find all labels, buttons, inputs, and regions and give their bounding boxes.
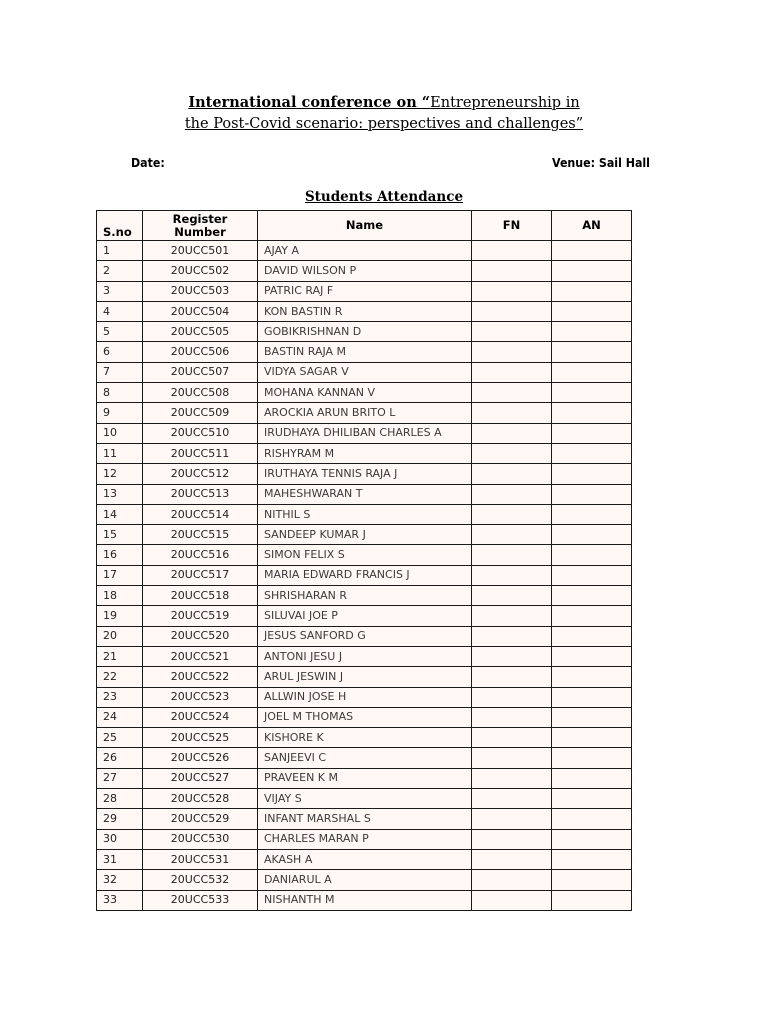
row-sno: 6 bbox=[97, 342, 143, 362]
row-register-number: 20UCC513 bbox=[143, 484, 258, 504]
row-sno: 12 bbox=[97, 464, 143, 484]
table-row bbox=[97, 241, 632, 261]
row-register-number: 20UCC531 bbox=[143, 849, 258, 869]
row-register-number: 20UCC516 bbox=[143, 545, 258, 565]
row-an-attendance[interactable] bbox=[552, 545, 632, 565]
attendance-table bbox=[96, 210, 632, 911]
row-an-attendance[interactable] bbox=[552, 849, 632, 869]
table-row bbox=[97, 809, 632, 829]
row-an-attendance[interactable] bbox=[552, 423, 632, 443]
table-row bbox=[97, 423, 632, 443]
table-row bbox=[97, 667, 632, 687]
row-fn-attendance[interactable] bbox=[472, 443, 552, 463]
row-fn-attendance[interactable] bbox=[472, 241, 552, 261]
row-fn-attendance[interactable] bbox=[472, 849, 552, 869]
row-register-number: 20UCC505 bbox=[143, 322, 258, 342]
table-row bbox=[97, 626, 632, 646]
row-student-name: PRAVEEN K M bbox=[258, 768, 472, 788]
table-row bbox=[97, 362, 632, 382]
row-register-number: 20UCC515 bbox=[143, 525, 258, 545]
row-register-number: 20UCC510 bbox=[143, 423, 258, 443]
row-sno: 11 bbox=[97, 443, 143, 463]
table-row bbox=[97, 707, 632, 727]
row-sno: 7 bbox=[97, 362, 143, 382]
table-row bbox=[97, 890, 632, 910]
row-register-number: 20UCC520 bbox=[143, 626, 258, 646]
row-sno: 26 bbox=[97, 748, 143, 768]
row-an-attendance[interactable] bbox=[552, 829, 632, 849]
row-fn-attendance[interactable] bbox=[472, 606, 552, 626]
row-student-name: DAVID WILSON P bbox=[258, 261, 472, 281]
row-register-number: 20UCC529 bbox=[143, 809, 258, 829]
row-student-name: PATRIC RAJ F bbox=[258, 281, 472, 301]
row-an-attendance[interactable] bbox=[552, 586, 632, 606]
row-sno: 21 bbox=[97, 646, 143, 666]
row-sno: 32 bbox=[97, 870, 143, 890]
column-header-register-number bbox=[143, 211, 258, 241]
row-sno: 19 bbox=[97, 606, 143, 626]
row-student-name: ANTONI JESU J bbox=[258, 646, 472, 666]
row-register-number: 20UCC501 bbox=[143, 241, 258, 261]
row-sno: 5 bbox=[97, 322, 143, 342]
table-row bbox=[97, 403, 632, 423]
row-student-name: KON BASTIN R bbox=[258, 301, 472, 321]
row-fn-attendance[interactable] bbox=[472, 626, 552, 646]
row-fn-attendance[interactable] bbox=[472, 890, 552, 910]
row-an-attendance[interactable] bbox=[552, 606, 632, 626]
row-an-attendance[interactable] bbox=[552, 748, 632, 768]
row-student-name: SHRISHARAN R bbox=[258, 586, 472, 606]
row-sno: 27 bbox=[97, 768, 143, 788]
column-header-name: Name bbox=[258, 211, 472, 241]
table-row bbox=[97, 464, 632, 484]
row-fn-attendance[interactable] bbox=[472, 829, 552, 849]
row-student-name: CHARLES MARAN P bbox=[258, 829, 472, 849]
row-student-name: INFANT MARSHAL S bbox=[258, 809, 472, 829]
row-sno: 2 bbox=[97, 261, 143, 281]
row-student-name: DANIARUL A bbox=[258, 870, 472, 890]
row-sno: 30 bbox=[97, 829, 143, 849]
row-an-attendance[interactable] bbox=[552, 728, 632, 748]
row-register-number: 20UCC509 bbox=[143, 403, 258, 423]
row-student-name: RISHYRAM M bbox=[258, 443, 472, 463]
table-row bbox=[97, 768, 632, 788]
row-fn-attendance[interactable] bbox=[472, 383, 552, 403]
row-register-number: 20UCC524 bbox=[143, 707, 258, 727]
row-sno: 28 bbox=[97, 789, 143, 809]
row-an-attendance[interactable] bbox=[552, 301, 632, 321]
row-sno: 1 bbox=[97, 241, 143, 261]
row-fn-attendance[interactable] bbox=[472, 504, 552, 524]
row-register-number: 20UCC517 bbox=[143, 565, 258, 585]
row-sno: 9 bbox=[97, 403, 143, 423]
row-fn-attendance[interactable] bbox=[472, 362, 552, 382]
row-student-name: ARUL JESWIN J bbox=[258, 667, 472, 687]
row-sno: 3 bbox=[97, 281, 143, 301]
row-register-number: 20UCC532 bbox=[143, 870, 258, 890]
row-sno: 18 bbox=[97, 586, 143, 606]
row-register-number: 20UCC521 bbox=[143, 646, 258, 666]
table-row bbox=[97, 789, 632, 809]
table-row bbox=[97, 606, 632, 626]
title-line-2: the Post-Covid scenario: perspectives and challenges” bbox=[184, 116, 584, 132]
row-an-attendance[interactable] bbox=[552, 383, 632, 403]
row-student-name: KISHORE K bbox=[258, 728, 472, 748]
table-row bbox=[97, 687, 632, 707]
row-register-number: 20UCC503 bbox=[143, 281, 258, 301]
row-an-attendance[interactable] bbox=[552, 565, 632, 585]
row-sno: 10 bbox=[97, 423, 143, 443]
row-student-name: ALLWIN JOSE H bbox=[258, 687, 472, 707]
row-an-attendance[interactable] bbox=[552, 626, 632, 646]
row-an-attendance[interactable] bbox=[552, 504, 632, 524]
table-row bbox=[97, 849, 632, 869]
row-student-name: MAHESHWARAN T bbox=[258, 484, 472, 504]
row-an-attendance[interactable] bbox=[552, 241, 632, 261]
row-fn-attendance[interactable] bbox=[472, 464, 552, 484]
column-header-sno: S.no bbox=[97, 211, 143, 241]
row-fn-attendance[interactable] bbox=[472, 768, 552, 788]
row-sno: 25 bbox=[97, 728, 143, 748]
section-subtitle bbox=[0, 189, 768, 205]
row-sno: 22 bbox=[97, 667, 143, 687]
row-student-name: NITHIL S bbox=[258, 504, 472, 524]
table-row bbox=[97, 261, 632, 281]
row-sno: 13 bbox=[97, 484, 143, 504]
date-label: Date: bbox=[131, 156, 165, 170]
row-fn-attendance[interactable] bbox=[472, 525, 552, 545]
row-fn-attendance[interactable] bbox=[472, 403, 552, 423]
row-sno: 33 bbox=[97, 890, 143, 910]
table-row bbox=[97, 728, 632, 748]
row-student-name: SANJEEVI C bbox=[258, 748, 472, 768]
row-an-attendance[interactable] bbox=[552, 768, 632, 788]
row-an-attendance[interactable] bbox=[552, 403, 632, 423]
table-row bbox=[97, 525, 632, 545]
row-student-name: JOEL M THOMAS bbox=[258, 707, 472, 727]
row-sno: 8 bbox=[97, 383, 143, 403]
table-row bbox=[97, 829, 632, 849]
row-an-attendance[interactable] bbox=[552, 646, 632, 666]
row-fn-attendance[interactable] bbox=[472, 322, 552, 342]
row-register-number: 20UCC514 bbox=[143, 504, 258, 524]
row-sno: 24 bbox=[97, 707, 143, 727]
row-register-number: 20UCC508 bbox=[143, 383, 258, 403]
row-register-number: 20UCC512 bbox=[143, 464, 258, 484]
row-student-name: VIJAY S bbox=[258, 789, 472, 809]
table-row bbox=[97, 322, 632, 342]
row-register-number: 20UCC533 bbox=[143, 890, 258, 910]
row-sno: 29 bbox=[97, 809, 143, 829]
row-fn-attendance[interactable] bbox=[472, 687, 552, 707]
table-row bbox=[97, 443, 632, 463]
row-student-name: SANDEEP KUMAR J bbox=[258, 525, 472, 545]
row-register-number: 20UCC527 bbox=[143, 768, 258, 788]
row-an-attendance[interactable] bbox=[552, 464, 632, 484]
row-register-number: 20UCC522 bbox=[143, 667, 258, 687]
table-row bbox=[97, 870, 632, 890]
row-sno: 14 bbox=[97, 504, 143, 524]
title-line-1 bbox=[0, 92, 768, 114]
row-fn-attendance[interactable] bbox=[472, 423, 552, 443]
row-student-name: AKASH A bbox=[258, 849, 472, 869]
row-register-number: 20UCC526 bbox=[143, 748, 258, 768]
row-an-attendance[interactable] bbox=[552, 261, 632, 281]
column-header-fn: FN bbox=[472, 211, 552, 241]
row-fn-attendance[interactable] bbox=[472, 748, 552, 768]
row-student-name: BASTIN RAJA M bbox=[258, 342, 472, 362]
table-row bbox=[97, 748, 632, 768]
row-student-name: MOHANA KANNAN V bbox=[258, 383, 472, 403]
row-an-attendance[interactable] bbox=[552, 809, 632, 829]
title-rest-line-1: Entrepreneurship in bbox=[430, 95, 580, 111]
table-row bbox=[97, 545, 632, 565]
row-register-number: 20UCC511 bbox=[143, 443, 258, 463]
row-fn-attendance[interactable] bbox=[472, 281, 552, 301]
row-sno: 4 bbox=[97, 301, 143, 321]
subtitle-text: Students Attendance bbox=[304, 189, 464, 205]
row-fn-attendance[interactable] bbox=[472, 301, 552, 321]
row-fn-attendance[interactable] bbox=[472, 789, 552, 809]
row-an-attendance[interactable] bbox=[552, 362, 632, 382]
row-an-attendance[interactable] bbox=[552, 707, 632, 727]
table-row bbox=[97, 281, 632, 301]
row-register-number: 20UCC523 bbox=[143, 687, 258, 707]
row-student-name: NISHANTH M bbox=[258, 890, 472, 910]
row-register-number: 20UCC518 bbox=[143, 586, 258, 606]
table-row bbox=[97, 565, 632, 585]
row-sno: 15 bbox=[97, 525, 143, 545]
table-row bbox=[97, 586, 632, 606]
row-student-name: MARIA EDWARD FRANCIS J bbox=[258, 565, 472, 585]
row-an-attendance[interactable] bbox=[552, 342, 632, 362]
row-student-name: AJAY A bbox=[258, 241, 472, 261]
row-fn-attendance[interactable] bbox=[472, 707, 552, 727]
row-sno: 17 bbox=[97, 565, 143, 585]
row-register-number: 20UCC519 bbox=[143, 606, 258, 626]
row-student-name: SILUVAI JOE P bbox=[258, 606, 472, 626]
row-fn-attendance[interactable] bbox=[472, 342, 552, 362]
row-an-attendance[interactable] bbox=[552, 687, 632, 707]
table-row bbox=[97, 342, 632, 362]
row-fn-attendance[interactable] bbox=[472, 586, 552, 606]
venue-label: Venue: Sail Hall bbox=[552, 156, 650, 170]
row-an-attendance[interactable] bbox=[552, 484, 632, 504]
row-sno: 23 bbox=[97, 687, 143, 707]
row-an-attendance[interactable] bbox=[552, 281, 632, 301]
row-an-attendance[interactable] bbox=[552, 322, 632, 342]
row-sno: 31 bbox=[97, 849, 143, 869]
row-register-number: 20UCC502 bbox=[143, 261, 258, 281]
row-student-name: IRUTHAYA TENNIS RAJA J bbox=[258, 464, 472, 484]
row-an-attendance[interactable] bbox=[552, 525, 632, 545]
row-fn-attendance[interactable] bbox=[472, 484, 552, 504]
row-sno: 20 bbox=[97, 626, 143, 646]
row-register-number: 20UCC528 bbox=[143, 789, 258, 809]
row-fn-attendance[interactable] bbox=[472, 646, 552, 666]
row-sno: 16 bbox=[97, 545, 143, 565]
row-student-name: SIMON FELIX S bbox=[258, 545, 472, 565]
document-title bbox=[0, 92, 768, 135]
row-fn-attendance[interactable] bbox=[472, 809, 552, 829]
row-an-attendance[interactable] bbox=[552, 667, 632, 687]
row-fn-attendance[interactable] bbox=[472, 667, 552, 687]
table-row bbox=[97, 646, 632, 666]
row-an-attendance[interactable] bbox=[552, 870, 632, 890]
row-an-attendance[interactable] bbox=[552, 443, 632, 463]
row-student-name: JESUS SANFORD G bbox=[258, 626, 472, 646]
table-header-row bbox=[97, 211, 632, 241]
row-fn-attendance[interactable] bbox=[472, 261, 552, 281]
row-student-name: IRUDHAYA DHILIBAN CHARLES A bbox=[258, 423, 472, 443]
row-fn-attendance[interactable] bbox=[472, 565, 552, 585]
row-student-name: VIDYA SAGAR V bbox=[258, 362, 472, 382]
table-row bbox=[97, 504, 632, 524]
row-register-number: 20UCC530 bbox=[143, 829, 258, 849]
row-fn-attendance[interactable] bbox=[472, 870, 552, 890]
title-bold-part: International conference on “ bbox=[188, 94, 431, 111]
register-header-line-1: Register bbox=[172, 211, 228, 226]
row-fn-attendance[interactable] bbox=[472, 545, 552, 565]
row-register-number: 20UCC504 bbox=[143, 301, 258, 321]
row-an-attendance[interactable] bbox=[552, 890, 632, 910]
row-fn-attendance[interactable] bbox=[472, 728, 552, 748]
row-student-name: AROCKIA ARUN BRITO L bbox=[258, 403, 472, 423]
register-header-line-2: Number bbox=[174, 224, 226, 239]
row-register-number: 20UCC507 bbox=[143, 362, 258, 382]
row-register-number: 20UCC506 bbox=[143, 342, 258, 362]
row-student-name: GOBIKRISHNAN D bbox=[258, 322, 472, 342]
row-register-number: 20UCC525 bbox=[143, 728, 258, 748]
column-header-an: AN bbox=[552, 211, 632, 241]
table-row bbox=[97, 301, 632, 321]
row-an-attendance[interactable] bbox=[552, 789, 632, 809]
table-row bbox=[97, 383, 632, 403]
table-row bbox=[97, 484, 632, 504]
